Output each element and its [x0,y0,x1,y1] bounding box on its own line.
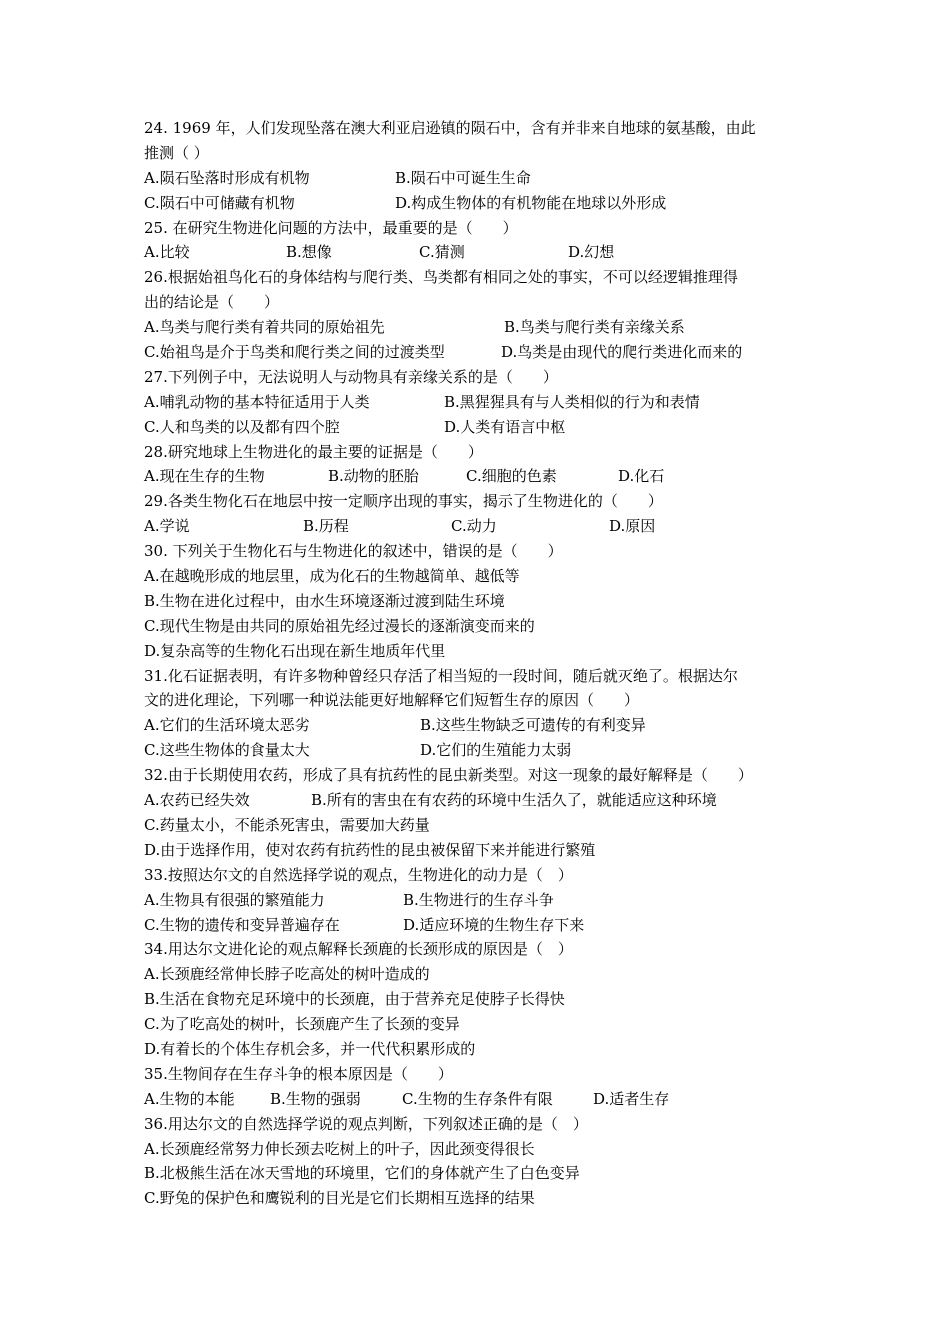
q28-option-b: B.动物的胚胎 [328,467,419,486]
q28-options-row1 [144,464,824,489]
q25-stem: 25. 在研究生物进化问题的方法中，最重要的是（ ） [144,218,518,237]
q33-stem: 33.按照达尔文的自然选择学说的观点，生物进化的动力是（ ） [144,865,573,884]
q33-option-d: D.适应环境的生物生存下来 [403,915,585,934]
q24-options-row2 [144,191,824,216]
q29-option-d: D.原因 [609,517,656,536]
q27-option-c: C.人和鸟类的以及都有四个腔 [144,417,340,436]
q31-options-row2 [144,738,824,763]
q26-stem-line2: 出的结论是（ ） [144,293,280,312]
q28-option-d: D.化石 [618,467,665,486]
q32-option-c: C.药量太小，不能杀死害虫，需要加大药量 [144,815,430,834]
q33-option-b: B.生物进行的生存斗争 [403,890,554,909]
q32-stem: 32.由于长期使用农药，形成了具有抗药性的昆虫新类型。对这一现象的最好解释是（ ） [144,766,753,785]
q33-option-c: C.生物的遗传和变异普遍存在 [144,915,340,934]
q24-option-d: D.构成生物体的有机物能在地球以外形成 [395,193,667,212]
q29-option-c: C.动力 [451,517,497,536]
q33-options-row1 [144,888,824,913]
q26-option-c: C.始祖鸟是介于鸟类和爬行类之间的过渡类型 [144,343,445,362]
q32-option-a: A.农药已经失效 [144,791,250,810]
q32-options-row1 [144,788,824,813]
q27-option-a: A.哺乳动物的基本特征适用于人类 [144,392,370,411]
q25-option-a: A.比较 [144,243,190,262]
q31-option-d: D.它们的生殖能力太弱 [420,741,572,760]
q34-option-b: B.生活在食物充足环境中的长颈鹿，由于营养充足使脖子长得快 [144,990,565,1009]
q30-stem: 30. 下列关于生物化石与生物进化的叙述中，错误的是（ ） [144,542,563,561]
q27-stem: 27.下列例子中，无法说明人与动物具有亲缘关系的是（ ） [144,367,558,386]
q36-option-b: B.北极熊生活在冰天雪地的环境里，它们的身体就产生了白色变异 [144,1164,580,1183]
q35-option-b: B.生物的强弱 [270,1089,361,1108]
q27-option-b: B.黑猩猩具有与人类相似的行为和表情 [444,392,700,411]
q26-stem-line1: 26.根据始祖鸟化石的身体结构与爬行类、鸟类都有相同之处的事实，不可以经逻辑推理得 [144,268,738,287]
q25-option-d: D.幻想 [568,243,615,262]
q25-options-row1 [144,240,824,265]
q26-option-a: A.鸟类与爬行类有着共同的原始祖先 [144,318,385,337]
q30-option-c: C.现代生物是由共同的原始祖先经过漫长的逐渐演变而来的 [144,616,535,635]
q26-options-row2 [144,340,824,365]
q31-options-row1 [144,713,824,738]
q27-options-row2 [144,415,824,440]
q29-options-row1 [144,514,824,539]
q34-option-c: C.为了吃高处的树叶，长颈鹿产生了长颈的变异 [144,1015,460,1034]
q28-option-c: C.细胞的色素 [466,467,557,486]
q30-option-b: B.生物在进化过程中，由水生环境逐渐过渡到陆生环境 [144,591,505,610]
q24-options-row1 [144,166,824,191]
q31-stem-line2: 文的进化理论，下列哪一种说法能更好地解释它们短暂生存的原因（ ） [144,691,640,710]
q31-option-a: A.它们的生活环境太恶劣 [144,716,310,735]
q24-option-c: C.陨石中可储藏有机物 [144,193,295,212]
q35-options-row1 [144,1087,824,1112]
q34-stem: 34.用达尔文进化论的观点解释长颈鹿的长颈形成的原因是（ ） [144,940,573,959]
q30-option-a: A.在越晚形成的地层里，成为化石的生物越简单、越低等 [144,567,520,586]
q32-option-b: B.所有的害虫在有农药的环境中生活久了，就能适应这种环境 [311,791,717,810]
q35-option-d: D.适者生存 [593,1089,670,1108]
q26-options-row1 [144,315,824,340]
q36-option-c: C.野兔的保护色和鹰锐利的目光是它们长期相互选择的结果 [144,1189,535,1208]
q35-stem: 35.生物间存在生存斗争的根本原因是（ ） [144,1064,453,1083]
q24-option-b: B.陨石中可诞生生命 [395,168,531,187]
q28-stem: 28.研究地球上生物进化的最主要的证据是（ ） [144,442,483,461]
q34-option-a: A.长颈鹿经常伸长脖子吃高处的树叶造成的 [144,965,430,984]
q27-option-d: D.人类有语言中枢 [444,417,566,436]
q35-option-c: C.生物的生存条件有限 [402,1089,553,1108]
q27-options-row1 [144,390,824,415]
q31-option-b: B.这些生物缺乏可遗传的有利变异 [420,716,646,735]
q32-option-d: D.由于选择作用，使对农药有抗药性的昆虫被保留下来并能进行繁殖 [144,840,596,859]
q31-option-c: C.这些生物体的食量太大 [144,741,310,760]
q29-option-b: B.历程 [303,517,349,536]
exam-page [144,116,824,1211]
q26-option-d: D.鸟类是由现代的爬行类进化而来的 [501,343,743,362]
q33-options-row2 [144,913,824,938]
q30-option-d: D.复杂高等的生物化石出现在新生地质年代里 [144,641,446,660]
q29-option-a: A.学说 [144,517,190,536]
q24-stem-line2: 推测（ ） [144,143,209,162]
q29-stem: 29.各类生物化石在地层中按一定顺序出现的事实，揭示了生物进化的（ ） [144,492,663,511]
q36-option-a: A.长颈鹿经常努力伸长颈去吃树上的叶子，因此颈变得很长 [144,1139,535,1158]
q33-option-a: A.生物具有很强的繁殖能力 [144,890,325,909]
q36-stem: 36.用达尔文的自然选择学说的观点判断，下列叙述正确的是（ ） [144,1114,588,1133]
q26-option-b: B.鸟类与爬行类有亲缘关系 [504,318,685,337]
q25-option-b: B.想像 [286,243,332,262]
q31-stem-line1: 31.化石证据表明，有许多物种曾经只存活了相当短的一段时间，随后就灭绝了。根据达尔 [144,666,738,685]
q28-option-a: A.现在生存的生物 [144,467,265,486]
q24-stem-line1: 24. 1969 年，人们发现坠落在澳大利亚启逊镇的陨石中，含有并非来自地球的氨基酸，由此 [144,119,756,137]
q34-option-d: D.有着长的个体生存机会多，并一代代积累形成的 [144,1039,476,1058]
q25-option-c: C.猜测 [419,243,465,262]
q35-option-a: A.生物的本能 [144,1089,235,1108]
q24-option-a: A.陨石坠落时形成有机物 [144,168,310,187]
